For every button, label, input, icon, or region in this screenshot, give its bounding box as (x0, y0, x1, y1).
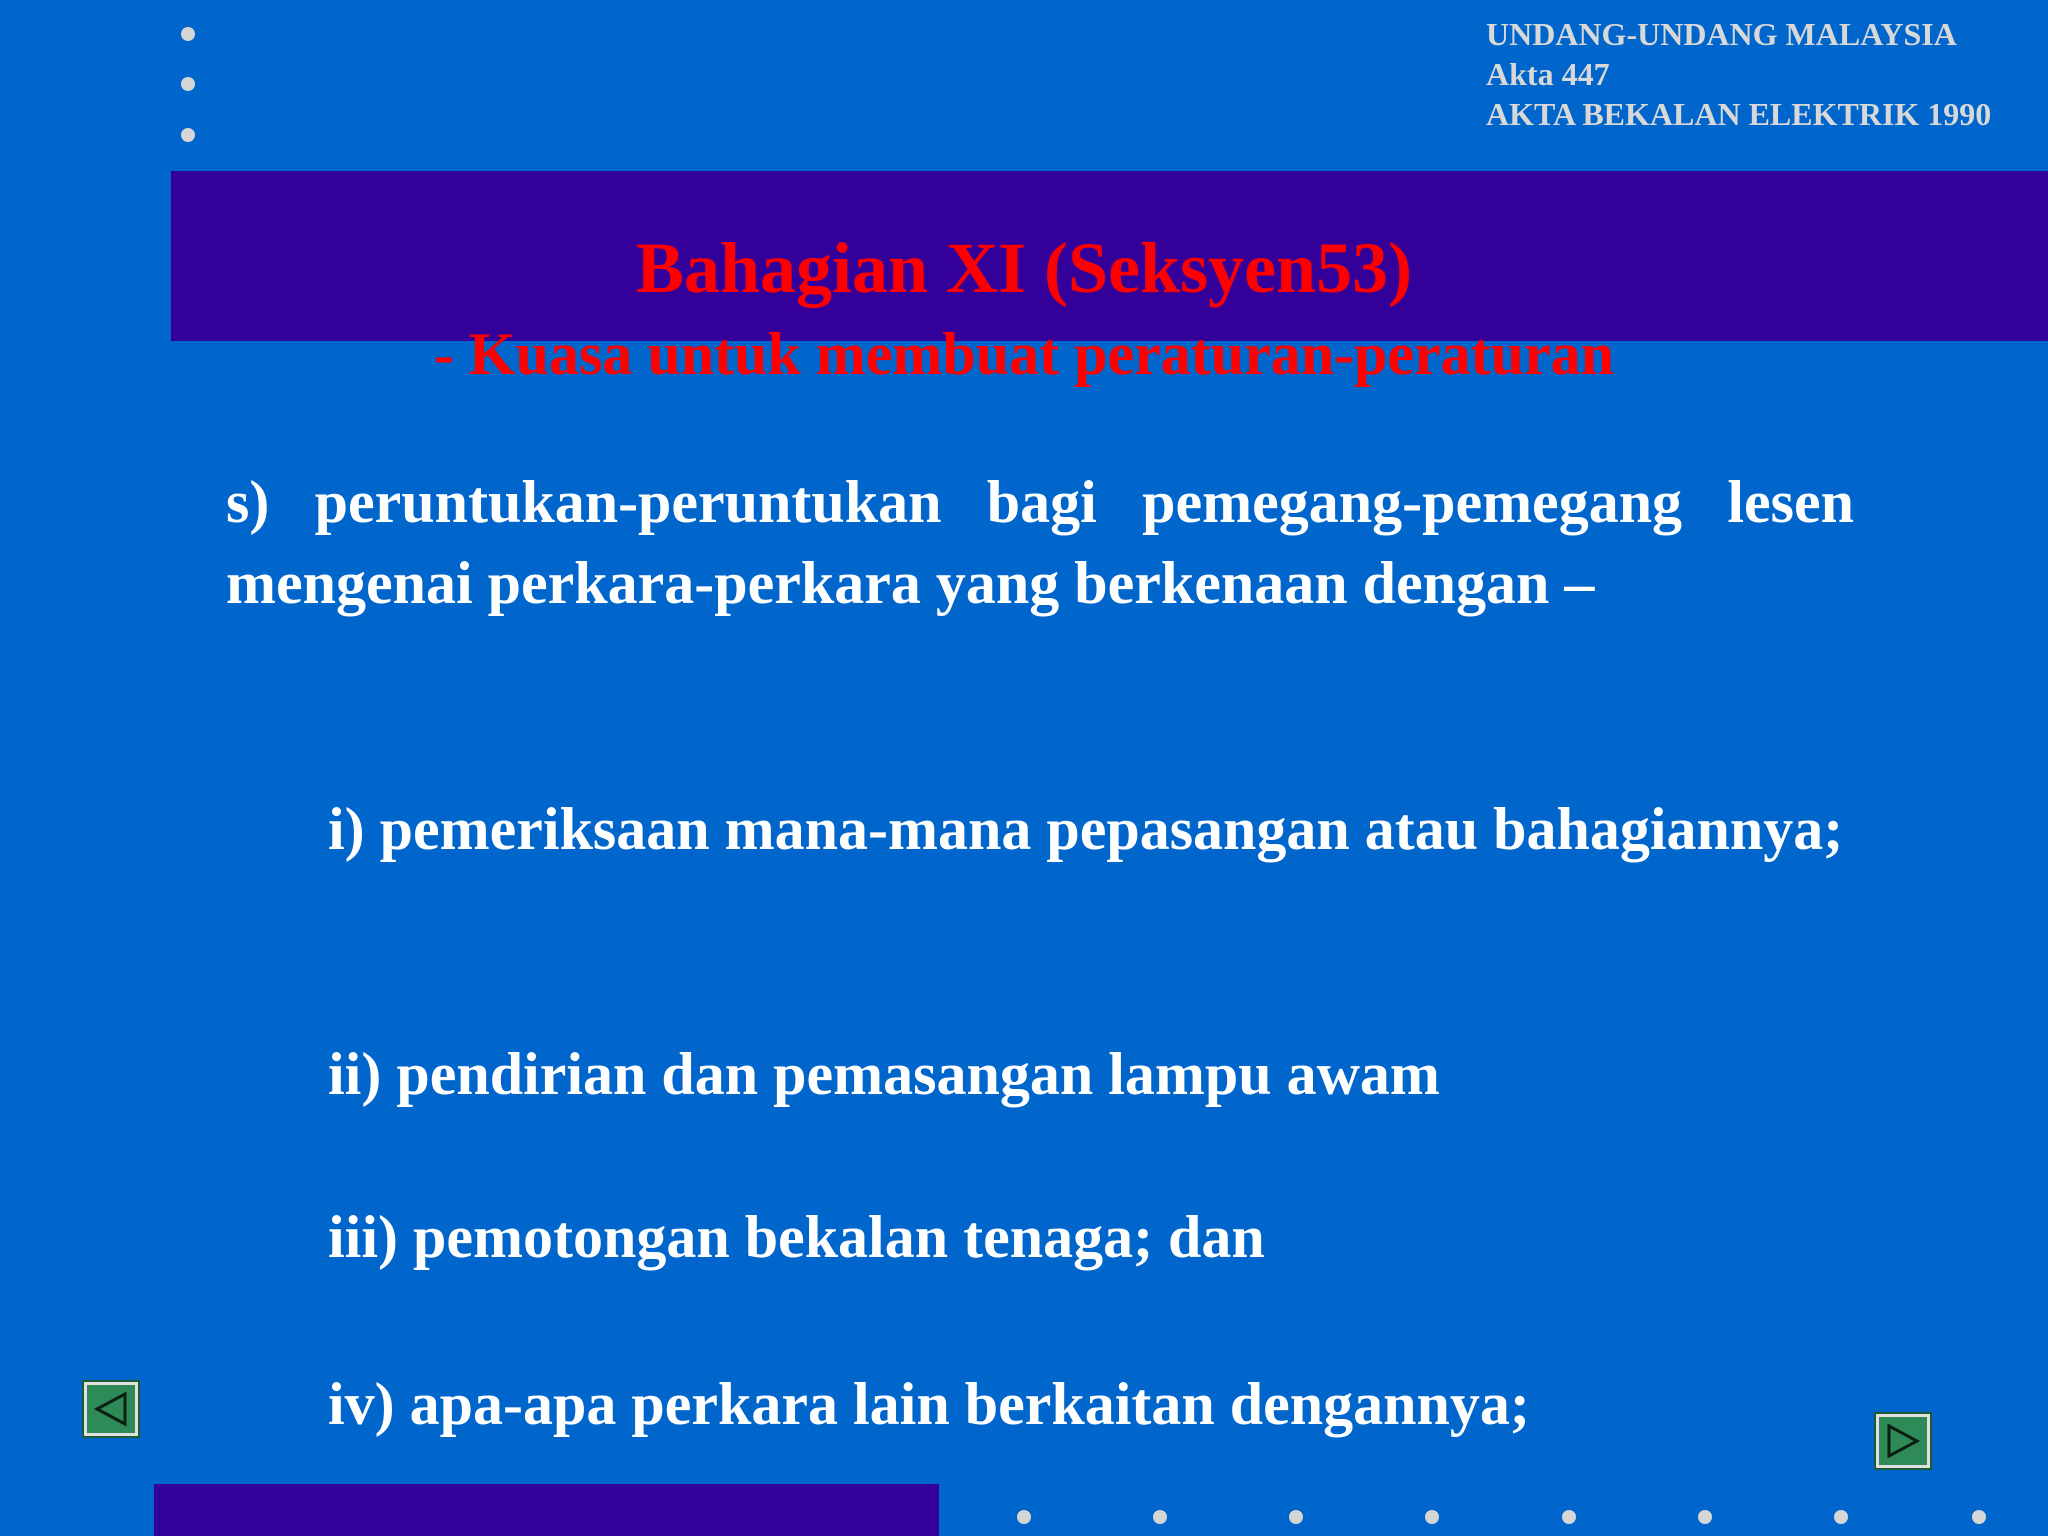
triangle-right-icon (1883, 1421, 1923, 1461)
decorative-dot (181, 128, 195, 142)
triangle-left-icon (91, 1389, 131, 1429)
slide-subtitle: - Kuasa untuk membuat peraturan-peraturan (433, 321, 1615, 387)
decorative-dot (1698, 1510, 1712, 1524)
decorative-dot (1425, 1510, 1439, 1524)
decorative-dot (181, 77, 195, 91)
clause-ii: ii) pendirian dan pemasangan lampu awam (328, 1041, 1440, 1107)
header-info (1486, 14, 1991, 134)
header-line-law: UNDANG-UNDANG MALAYSIA (1486, 16, 1957, 52)
decorative-dot (1834, 1510, 1848, 1524)
bottom-band (154, 1484, 939, 1536)
header-line-act-name: AKTA BEKALAN ELEKTRIK 1990 (1486, 96, 1992, 132)
decorative-dot (1972, 1510, 1986, 1524)
slide-title: Bahagian XI (Seksyen53) (635, 228, 1413, 308)
decorative-dot (1289, 1510, 1303, 1524)
header-line-act-number: Akta 447 (1486, 56, 1610, 92)
decorative-dot (1562, 1510, 1576, 1524)
clause-i: i) pemeriksaan mana-mana pepasangan atau bahagiannya; (328, 796, 1844, 862)
next-slide-button[interactable] (1876, 1414, 1930, 1468)
decorative-dot (1153, 1510, 1167, 1524)
decorative-dot (181, 27, 195, 41)
decorative-dot (1017, 1510, 1031, 1524)
previous-slide-button[interactable] (84, 1382, 138, 1436)
clause-iv: iv) apa-apa perkara lain berkaitan dengannya; (328, 1371, 1530, 1437)
clause-iii: iii) pemotongan bekalan tenaga; dan (328, 1204, 1265, 1270)
clause-s: s) peruntukan-peruntukan bagi pemegang-pemegang lesen mengenai perkara-perkara yang berkenaan dengan – (226, 469, 1854, 616)
